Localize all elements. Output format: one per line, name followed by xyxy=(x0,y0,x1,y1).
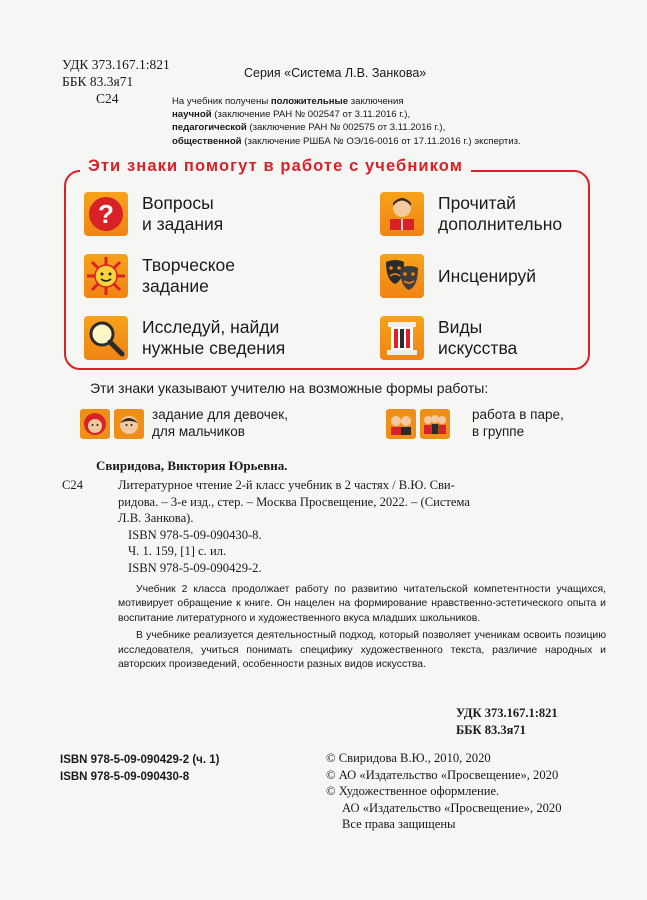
biblio-line: Литературное чтение 2-й класс учебник в 2 частях / В.Ю. Сви- xyxy=(118,478,455,492)
series-name: Серия «Система Л.В. Занкова» xyxy=(244,66,427,80)
approvals-block xyxy=(172,95,632,148)
sign-label: Прочитай xyxy=(438,193,516,213)
udk-code: УДК 373.167.1:821 xyxy=(456,706,558,720)
approval-line-4 xyxy=(172,135,632,148)
teacher-label: в группе xyxy=(472,424,525,439)
approval-text: (заключение РШБА № ОЭ/16-0016 от 17.11.2016 г.) экспертиз. xyxy=(241,135,521,147)
sign-label: Вопросы xyxy=(142,193,214,213)
header-udk-block xyxy=(62,56,170,107)
approval-text: заключения xyxy=(348,96,404,107)
approval-bold: общественной xyxy=(172,135,242,147)
sign-arts xyxy=(380,316,517,360)
biblio-isbn: ISBN 978-5-09-090430-8. xyxy=(128,527,262,542)
sun-icon xyxy=(84,254,128,298)
signs-title: Эти знаки помогут в работе с учебником xyxy=(80,157,471,176)
girls-boys-label xyxy=(152,406,288,440)
teacher-label: задание для девочек, xyxy=(152,407,288,422)
annotation-paragraph: Учебник 2 класса продолжает работу по развитию читательской компетентности учащихся, мотивирует обращение к книге. Он нацелен на формирование нравственно-эстетического опыта и воспитание литературного и художественного вкуса младших школьников. xyxy=(118,584,606,624)
isbn-line: ISBN 978-5-09-090430-8 xyxy=(60,770,190,783)
sign-label: искусства xyxy=(438,338,518,358)
theater-masks-icon xyxy=(380,254,424,298)
approval-bold: положительные xyxy=(270,96,349,107)
copyright-line: АО «Издательство «Просвещение», 2020 xyxy=(342,800,562,815)
copyright-line: © Свиридова В.Ю., 2010, 2020 xyxy=(326,751,491,765)
sign-label: и задания xyxy=(142,214,224,234)
biblio-line: ридова. – 3-е изд., стер. – Москва Просвещение, 2022. – (Система xyxy=(118,494,470,509)
sign-label: Исследуй, найди xyxy=(142,317,280,337)
sign-label: нужные сведения xyxy=(142,338,286,358)
teacher-label: работа в паре, xyxy=(472,407,564,422)
biblio-code: С24 xyxy=(62,478,83,492)
footer-udk-block xyxy=(456,705,558,739)
pair-group-icons xyxy=(386,409,450,439)
biblio-part: Ч. 1. 159, [1] с. ил. xyxy=(128,544,227,558)
approval-text: (заключение РАН № 002575 от 3.11.2016 г.), xyxy=(246,122,446,134)
girl-icon xyxy=(80,409,110,439)
svg-text:?: ? xyxy=(98,199,114,229)
approval-text: (заключение РАН № 002547 от 3.11.2016 г.), xyxy=(211,109,411,121)
footer-isbn-block xyxy=(60,752,219,785)
group-icon xyxy=(420,409,450,439)
sign-creative xyxy=(84,254,235,298)
annotation xyxy=(118,583,606,672)
copyright-block xyxy=(326,750,562,833)
pair-icon xyxy=(386,409,416,439)
copyright-line: © АО «Издательство «Просвещение», 2020 xyxy=(326,767,559,782)
sign-label: дополнительно xyxy=(438,214,563,234)
sign-perform xyxy=(380,254,536,298)
sign-label: Виды xyxy=(438,317,483,337)
copyright-line: © Художественное оформление. xyxy=(326,784,500,798)
isbn-line: ISBN 978-5-09-090429-2 (ч. 1) xyxy=(60,754,220,766)
sign-research xyxy=(84,316,285,360)
approval-line-1 xyxy=(172,95,632,108)
annotation-paragraph: В учебнике реализуется деятельностный подход, который позволяет ученикам освоить позицию исследователя, учиться понимать специфику художественного текста, различие народных и авторских произведений, особенности разных видов искусства. xyxy=(118,630,606,671)
approval-bold: научной xyxy=(172,109,212,121)
teacher-forms-title: Эти знаки указывают учителю на возможные формы работы: xyxy=(90,380,489,396)
girls-boys-icons xyxy=(80,409,144,439)
approval-line-2 xyxy=(172,108,632,121)
reading-child-icon xyxy=(380,192,424,236)
bbk-code: ББК 83.3я71 xyxy=(456,723,526,737)
teacher-label: для мальчиков xyxy=(152,424,245,439)
biblio-record xyxy=(118,477,470,576)
sign-questions xyxy=(84,192,223,236)
author-code: С24 xyxy=(96,91,119,106)
sign-label: Инсценируй xyxy=(438,265,537,286)
magnifier-icon xyxy=(84,316,128,360)
udk-code: УДК 373.167.1:821 xyxy=(62,57,170,72)
question-icon xyxy=(84,192,128,236)
pair-group-label xyxy=(472,406,564,440)
biblio-line: Л.В. Занкова). xyxy=(118,511,194,525)
column-icon xyxy=(380,316,424,360)
bbk-code: ББК 83.3я71 xyxy=(62,74,134,89)
rights-reserved: Все права защищены xyxy=(342,817,456,831)
approval-line-3 xyxy=(172,121,632,134)
boy-icon xyxy=(114,409,144,439)
approval-text: На учебник получены xyxy=(172,96,271,107)
sign-label: Творческое xyxy=(142,255,236,275)
sign-read xyxy=(380,192,562,236)
sign-label: задание xyxy=(142,276,209,296)
biblio-author: Свиридова, Виктория Юрьевна. xyxy=(96,458,288,473)
approval-bold: педагогической xyxy=(172,122,247,134)
biblio-isbn: ISBN 978-5-09-090429-2. xyxy=(128,560,262,575)
